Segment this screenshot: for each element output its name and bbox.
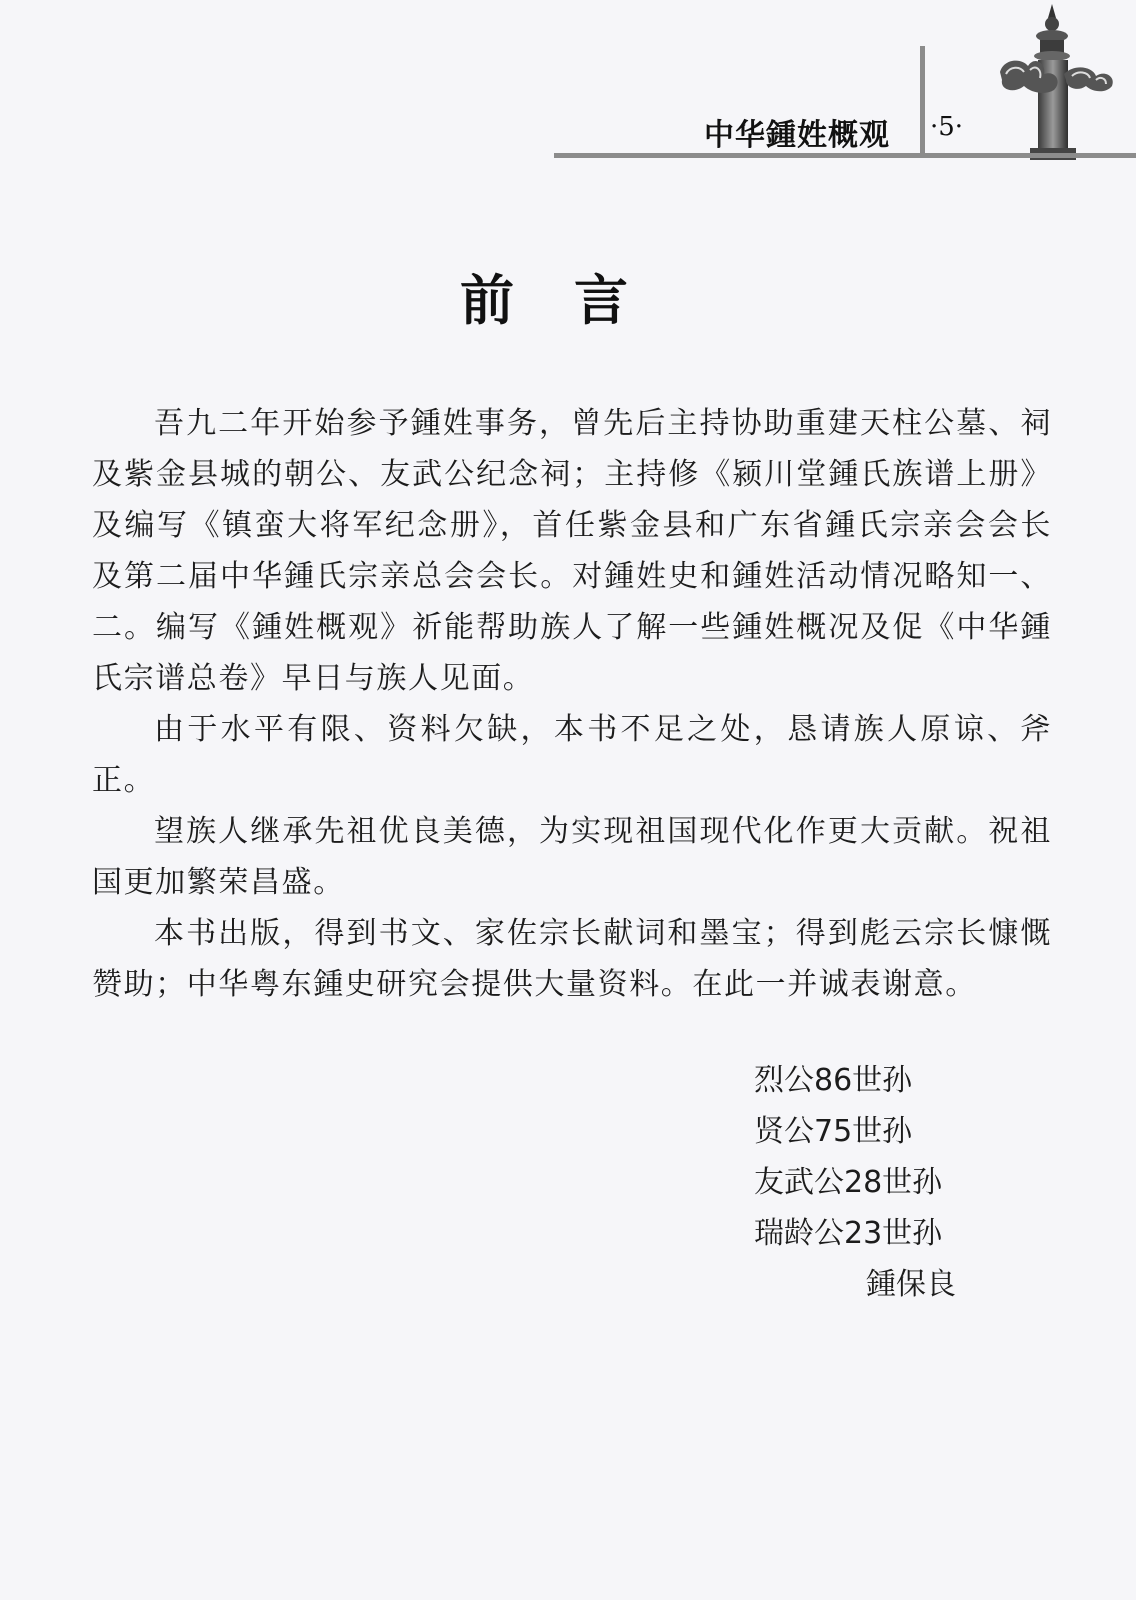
- preface-body: [92, 398, 1052, 1010]
- lineage-line: 瑞龄公23世孙: [754, 1216, 943, 1251]
- running-header-title: 中华鍾姓概观: [704, 118, 890, 153]
- paragraph: 由于水平有限、资料欠缺，本书不足之处，恳请族人原谅、斧正。: [92, 712, 1052, 798]
- column-ornament-icon: [1000, 0, 1136, 160]
- preface-title: 前言: [460, 269, 688, 332]
- lineage-line: 友武公28世孙: [754, 1165, 943, 1200]
- paragraph: 望族人继承先祖优良美德，为实现祖国现代化作更大贡献。祝祖国更加繁荣昌盛。: [92, 814, 1052, 900]
- page-number: ·5·: [930, 112, 964, 142]
- lineage-line: 贤公75世孙: [754, 1114, 913, 1149]
- signature-block: [754, 1055, 956, 1310]
- paragraph: 吾九二年开始参予鍾姓事务，曾先后主持协助重建天柱公墓、祠及紫金县城的朝公、友武公纪念祠；主持修《颍川堂鍾氏族谱上册》及编写《镇蛮大将军纪念册》，首任紫金县和广东省鍾氏宗亲会会长及第二届中华鍾氏宗亲总会会长。对鍾姓史和鍾姓活动情况略知一、二。编写《鍾姓概观》祈能帮助族人了解一些鍾姓概况及促《中华鍾氏宗谱总卷》早日与族人见面。: [92, 406, 1052, 696]
- paragraph: 本书出版，得到书文、家佐宗长献词和墨宝；得到彪云宗长慷慨赞助；中华粤东鍾史研究会提供大量资料。在此一并诚表谢意。: [92, 916, 1052, 1002]
- author-name: 鍾保良: [866, 1267, 956, 1302]
- header-vertical-rule: [920, 46, 925, 156]
- lineage-line: 烈公86世孙: [754, 1063, 913, 1098]
